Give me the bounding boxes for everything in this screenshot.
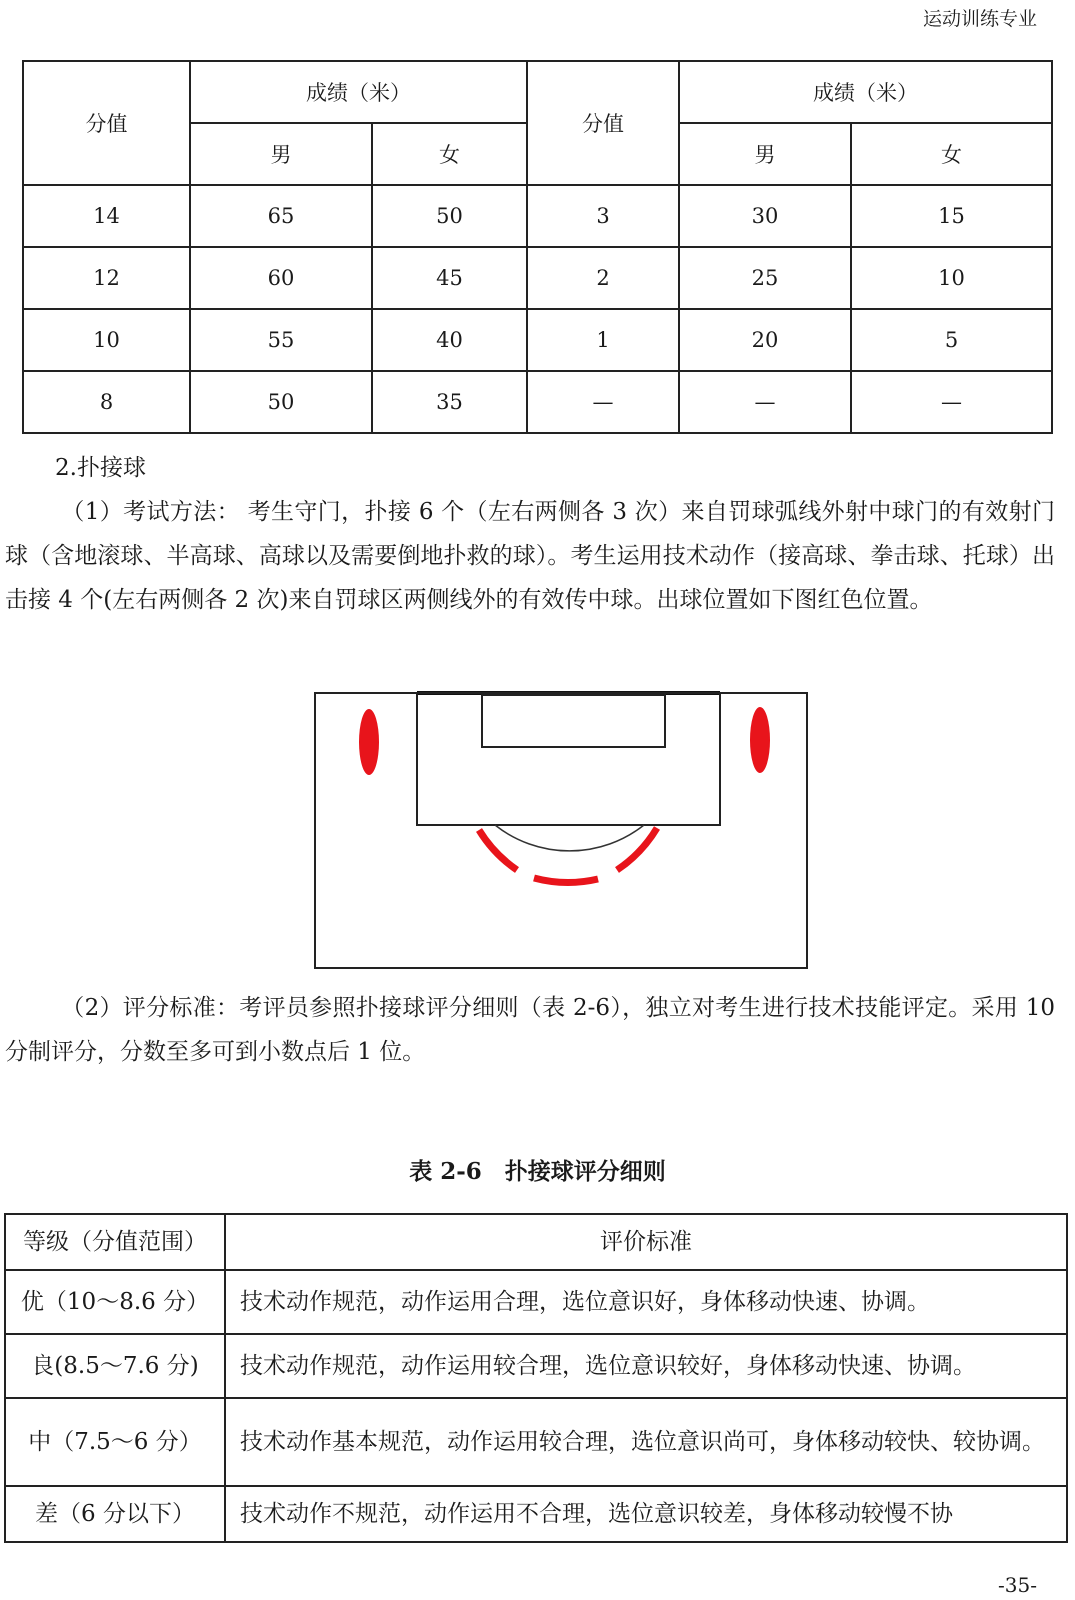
table-row (5, 1398, 1067, 1486)
table-cell: 25 (679, 247, 851, 309)
table-cell: 14 (23, 185, 190, 247)
score-table (22, 60, 1053, 434)
table-cell: 5 (851, 309, 1052, 371)
header-title: 运动训练专业 (922, 8, 1037, 30)
criteria-cell: 技术动作基本规范，动作运用较合理，选位意识尚可，身体移动较快、较协调。 (225, 1398, 1067, 1486)
penalty-area (417, 693, 720, 825)
male-header: 男 (190, 123, 372, 185)
female-header: 女 (372, 123, 527, 185)
table-row (23, 371, 1052, 433)
table-cell: 10 (23, 309, 190, 371)
table-row (23, 247, 1052, 309)
standard-paragraph (5, 986, 1055, 1074)
result-col-header-2: 成绩（米） (679, 61, 1052, 123)
table-cell: 55 (190, 309, 372, 371)
table-cell: 1 (527, 309, 679, 371)
table-cell: 60 (190, 247, 372, 309)
table-cell: 50 (190, 371, 372, 433)
table-cell: 20 (679, 309, 851, 371)
grade-cell: 良(8.5～7.6 分) (5, 1334, 225, 1398)
result-col-header: 成绩（米） (190, 61, 527, 123)
field-diagram (312, 690, 810, 972)
table-cell: 30 (679, 185, 851, 247)
left-crossing-marker (359, 709, 379, 775)
table-cell: 8 (23, 371, 190, 433)
table-cell: 65 (190, 185, 372, 247)
field-boundary (315, 693, 807, 968)
table-cell: 50 (372, 185, 527, 247)
table-cell: 35 (372, 371, 527, 433)
table-cell: 40 (372, 309, 527, 371)
penalty-arc (495, 825, 644, 851)
score-col-header: 分值 (23, 61, 190, 185)
table-row (5, 1270, 1067, 1334)
standard-text: （2）评分标准：考评员参照扑接球评分细则（表 2-6），独立对考生进行技术技能评定。采用 10 分制评分，分数至多可到小数点后 1 位。 (5, 995, 1055, 1065)
table-cell: — (851, 371, 1052, 433)
score-col-header-2: 分值 (527, 61, 679, 185)
table-row (5, 1334, 1067, 1398)
shot-arc-right (617, 828, 657, 870)
criteria-table (4, 1213, 1068, 1543)
goal-area (482, 695, 665, 747)
table-cell: — (679, 371, 851, 433)
table-row (23, 185, 1052, 247)
section-heading: 2.扑接球 (55, 455, 146, 481)
grade-header: 等级（分值范围） (5, 1214, 225, 1270)
grade-cell: 优（10～8.6 分） (5, 1270, 225, 1334)
table-row (5, 1486, 1067, 1542)
criteria-cell: 技术动作规范，动作运用合理，选位意识好，身体移动快速、协调。 (225, 1270, 1067, 1334)
grade-cell: 差（6 分以下） (5, 1486, 225, 1542)
table-cell: 2 (527, 247, 679, 309)
method-text: （1）考试方法： 考生守门，扑接 6 个（左右两侧各 3 次）来自罚球弧线外射中球门的有效射门球（含地滚球、半高球、高球以及需要倒地扑救的球）。考生运用技术动作（接高球、拳击球、托球）出击接 4 个(左右两侧各 2 次)来自罚球区两侧线外的有效传中球。出球位置如下图红色位置。 (5, 499, 1055, 613)
table-cell: 45 (372, 247, 527, 309)
criteria-cell: 技术动作规范，动作运用较合理，选位意识较好，身体移动快速、协调。 (225, 1334, 1067, 1398)
table-cell: — (527, 371, 679, 433)
table-cell: 12 (23, 247, 190, 309)
table-caption: 表 2-6 扑接球评分细则 (409, 1158, 666, 1185)
table-cell: 3 (527, 185, 679, 247)
female-header-2: 女 (851, 123, 1052, 185)
criteria-cell: 技术动作不规范，动作运用不合理，选位意识较差，身体移动较慢不协 (225, 1486, 1067, 1542)
table-row (23, 309, 1052, 371)
criteria-header: 评价标准 (225, 1214, 1067, 1270)
grade-cell: 中（7.5～6 分） (5, 1398, 225, 1486)
right-crossing-marker (750, 707, 770, 773)
table-cell: 10 (851, 247, 1052, 309)
table-cell: 15 (851, 185, 1052, 247)
page-number: -35- (998, 1573, 1037, 1597)
shot-arc-center (534, 878, 598, 882)
method-paragraph (5, 490, 1055, 622)
male-header-2: 男 (679, 123, 851, 185)
